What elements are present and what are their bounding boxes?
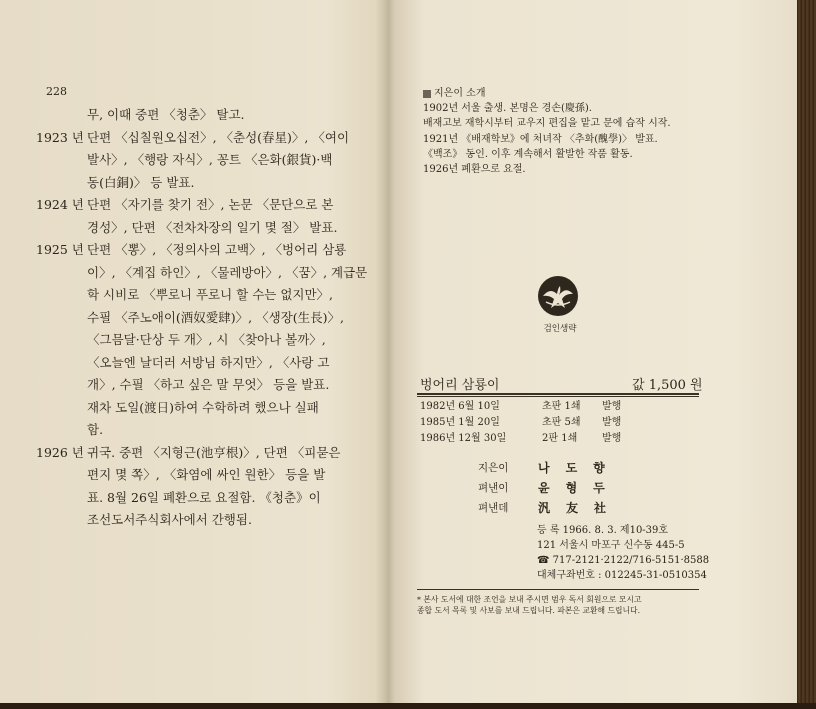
intro-line: 《백조》 동인. 이후 계속해서 활발한 작품 활동. — [423, 148, 633, 160]
page-edge-bottom — [0, 703, 816, 709]
timeline-row — [36, 442, 366, 532]
notice-line: 종합 도서 목록 및 사보를 보내 드립니다. 파본은 교환해 드립니다. — [417, 606, 641, 615]
edition-action: 발행 — [602, 401, 622, 412]
edition-row — [420, 399, 621, 415]
timeline-line: 편지 몇 쪽〉, 〈화염에 싸인 원한〉 등을 발 — [87, 467, 326, 482]
credit-row — [478, 458, 622, 478]
timeline-line: 〈그믐달·단상 두 개〉, 시 〈찾아나 볼까〉, — [87, 332, 326, 347]
edition-date: 1982년 6월 10일 — [420, 401, 500, 412]
credit-name: 윤형두 — [538, 481, 621, 495]
price: 값 1,500 원 — [632, 378, 703, 393]
left-page — [0, 0, 385, 709]
credit-row — [478, 498, 622, 518]
registration-line: 등 록 1966. 8. 3. 제10-39호 — [537, 525, 669, 536]
timeline-line: 단편 〈뽕〉, 〈정의사의 고백〉, 〈벙어리 삼룡 — [87, 242, 347, 257]
intro-line: 배재고보 재학시부터 교우지 편집을 맡고 문에 습작 시작. — [423, 118, 671, 130]
edition-action: 발행 — [602, 417, 622, 428]
page-edge-stack — [797, 0, 816, 709]
notice-line: * 본사 도서에 대한 조언을 보내 주시면 범우 독서 회원으로 모시고 — [417, 595, 642, 604]
timeline-text — [87, 194, 366, 239]
registration-line: 대체구좌번호 : 012245-31-0510354 — [537, 570, 707, 581]
edition-history — [420, 399, 621, 447]
timeline-line: 무, 이때 중편 〈청춘〉 탈고. — [87, 107, 245, 122]
timeline-text — [87, 104, 366, 127]
intro-line: 1921년 《배재학보》에 처녀작 〈추화(醜學)〉 발표. — [423, 133, 658, 145]
reader-notice — [417, 594, 707, 616]
timeline-line: 단편 〈자기를 찾기 전〉, 논문 〈문단으로 본 — [87, 197, 334, 212]
timeline-text — [87, 239, 367, 442]
intro-line: 1926년 폐환으로 요절. — [423, 164, 526, 176]
timeline-line: 이〉, 〈계집 하인〉, 〈물레방아〉, 〈꿈〉, 계급문 — [87, 264, 368, 280]
registration-line: ☎ 717-2121·2122/716-5151·8588 — [537, 555, 710, 566]
edition-printing: 초판 1쇄 — [542, 401, 581, 412]
divider-notice — [417, 589, 699, 590]
timeline-text — [87, 127, 366, 195]
credit-role: 지은이 — [478, 462, 509, 474]
intro-title: 지은이 소개 — [434, 88, 486, 99]
timeline-line: 단편 〈십칠원오십전〉, 〈춘성(春星)〉, 〈여이 — [87, 129, 350, 145]
credit-name: 나도향 — [538, 461, 621, 475]
timeline-line: 개〉, 수필 〈하고 싶은 말 무엇〉 등을 발표. — [87, 377, 330, 392]
edition-date: 1985년 1월 20일 — [420, 417, 500, 428]
credit-role: 펴낸이 — [478, 482, 509, 494]
divider-double-top — [417, 393, 699, 395]
timeline-line: 조선도서주식회사에서 간행됨. — [87, 512, 252, 527]
biography-timeline — [36, 104, 366, 532]
intro-heading — [423, 86, 723, 101]
intro-line: 1902년 서울 출생. 본명은 경손(慶孫). — [423, 103, 592, 115]
timeline-line: 수필 〈주노애이(酒奴愛肆)〉, 〈생장(生長)〉, — [87, 309, 345, 325]
timeline-line: 발사〉, 〈행랑 자식〉, 꽁트 〈은화(銀貨)·백 — [87, 152, 333, 167]
timeline-row — [36, 104, 366, 127]
credit-name: 汎友社 — [538, 501, 623, 515]
timeline-year: 1926 년 — [36, 444, 84, 460]
edition-action: 발행 — [602, 433, 622, 444]
timeline-row — [36, 127, 366, 195]
timeline-text — [87, 442, 366, 532]
timeline-line: 동(白銅)〉 등 발표. — [87, 174, 195, 190]
timeline-year: 1925 년 — [36, 242, 84, 257]
edition-printing: 초판 5쇄 — [542, 417, 581, 428]
page-number: 228 — [46, 85, 67, 98]
timeline-line: 〈오늘엔 날더러 서방님 하지만〉, 〈사랑 고 — [87, 354, 330, 370]
author-introduction — [423, 86, 723, 177]
timeline-line: 학 시비로 〈뿌로니 푸로니 할 수는 없지만〉, — [87, 287, 334, 302]
credit-row — [478, 478, 622, 498]
edition-date: 1986년 12월 30일 — [420, 433, 507, 444]
book-title: 벙어리 삼룡이 — [420, 378, 500, 393]
timeline-row — [36, 194, 366, 239]
registration-info — [537, 523, 709, 583]
registration-line: 121 서울시 마포구 신수동 445-5 — [537, 540, 685, 551]
edition-row — [420, 415, 621, 431]
edition-printing: 2판 1쇄 — [542, 433, 578, 444]
intro-body — [423, 101, 723, 177]
timeline-line: 함. — [87, 422, 104, 437]
timeline-line: 재차 도일(渡日)하여 수학하려 했으나 실패 — [87, 399, 319, 415]
divider-double-bottom — [417, 396, 699, 397]
timeline-line: 경성〉, 단편 〈전차차장의 일기 몇 절〉 발표. — [87, 219, 338, 235]
timeline-year: 1923 년 — [36, 129, 84, 145]
publisher-eagle-logo-icon — [536, 274, 580, 318]
timeline-year: 1924 년 — [36, 197, 84, 212]
edition-row — [420, 431, 621, 447]
square-bullet-icon — [423, 90, 431, 98]
timeline-year — [36, 104, 87, 127]
credit-role: 펴낸데 — [478, 502, 509, 514]
credits-block — [478, 458, 622, 518]
timeline-line: 귀국. 중편 〈지형근(池亨根)〉, 단편 〈피묻은 — [87, 444, 341, 460]
timeline-line: 표. 8월 26일 폐환으로 요절함. 《청춘》이 — [87, 489, 321, 505]
timeline-row — [36, 239, 366, 442]
seal-omitted-caption: 검인생략 — [543, 324, 577, 334]
